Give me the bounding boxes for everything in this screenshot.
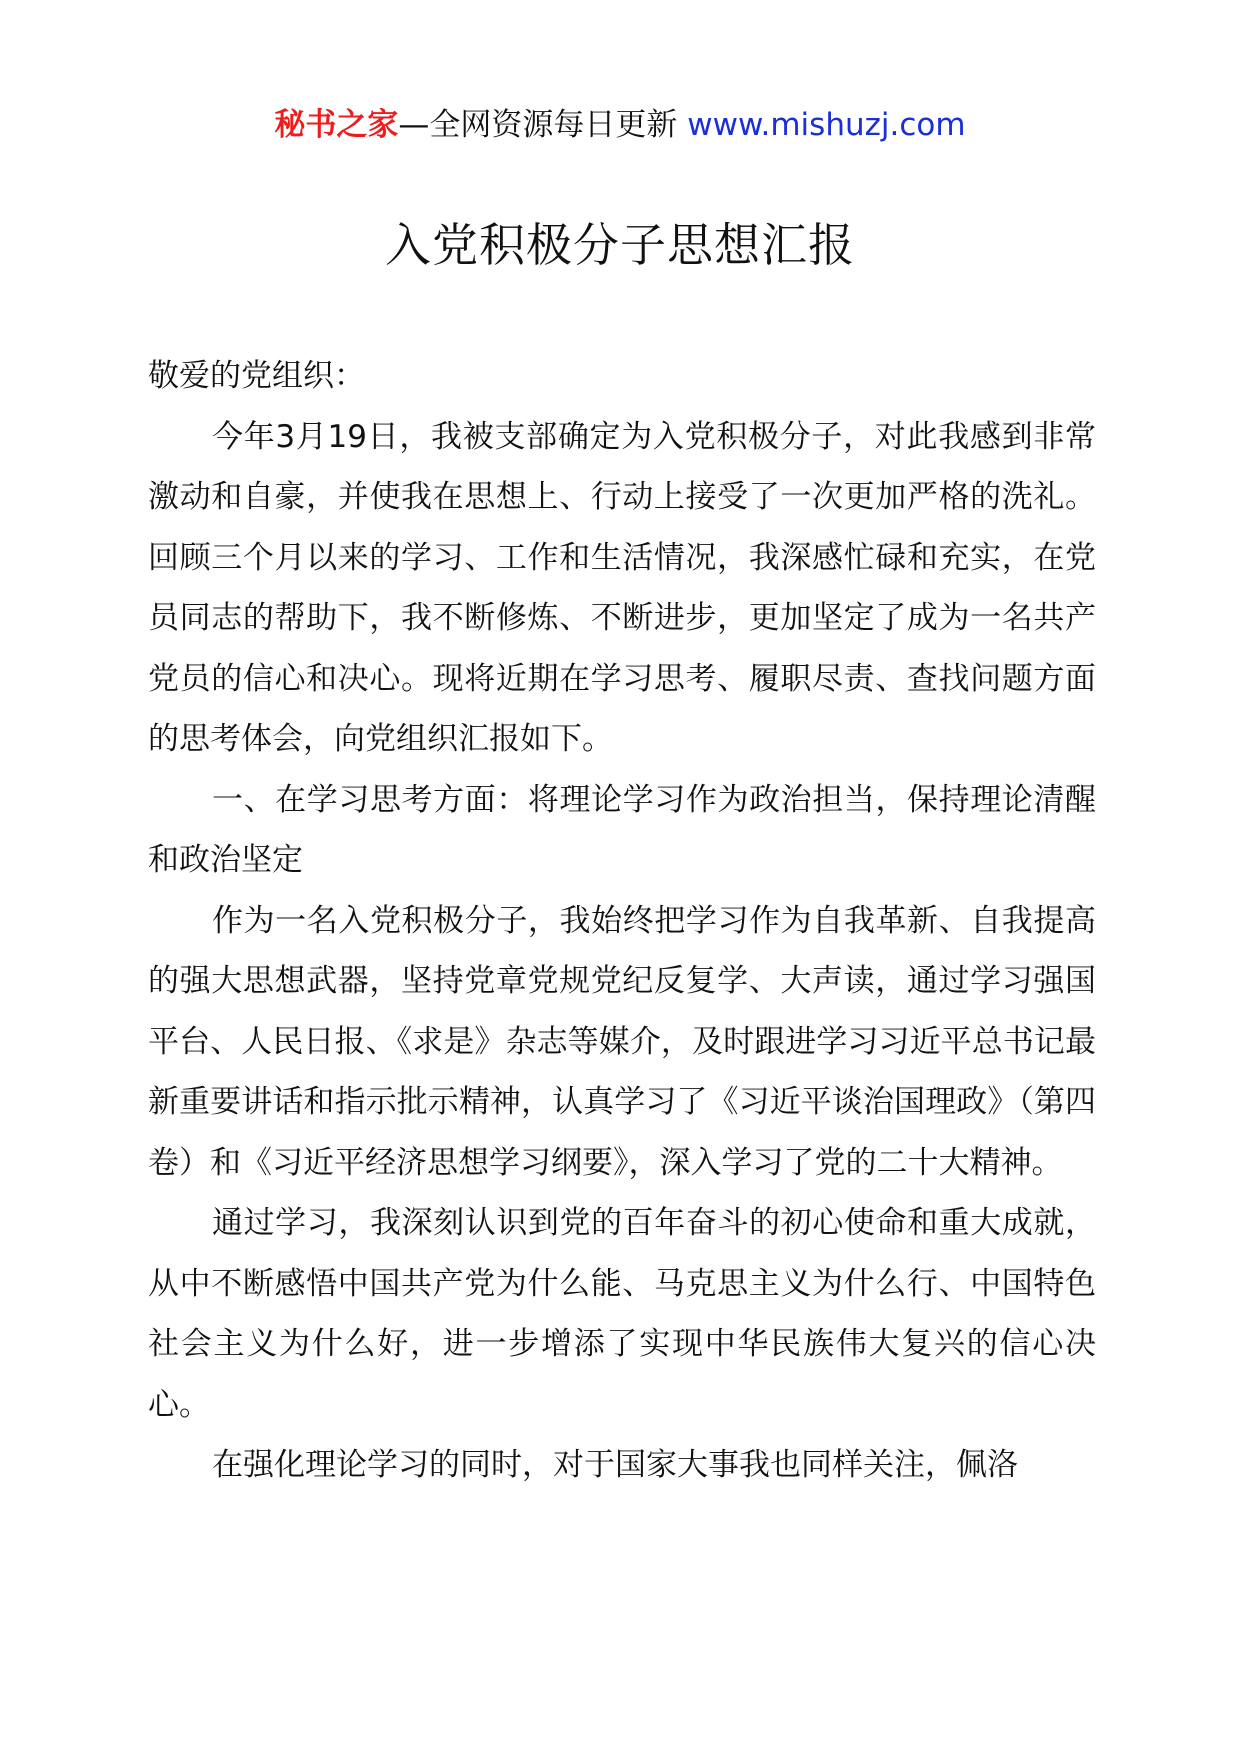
paragraph-understanding: 通过学习，我深刻认识到党的百年奋斗的初心使命和重大成就，从中不断感悟中国共产党为什么能、马克思主义为什么行、中国特色社会主义为什么好，进一步增添了实现中华民族伟大复兴的信心决心。 bbox=[148, 1205, 1096, 1423]
document-body bbox=[148, 346, 1096, 1496]
salutation: 敬爱的党组织： bbox=[148, 358, 365, 394]
paragraph-intro: 今年3月19日，我被支部确定为入党积极分子，对此我感到非常激动和自豪，并使我在思想上、行动上接受了一次更加严格的洗礼。回顾三个月以来的学习、工作和生活情况，我深感忙碌和充实，在党员同志的帮助下，我不断修炼、不断进步，更加坚定了成为一名共产党员的信心和决心。现将近期在学习思考、履职尽责、查找问题方面的思考体会，向党组织汇报如下。 bbox=[148, 418, 1096, 757]
site-header bbox=[0, 100, 1240, 150]
site-slogan: —全网资源每日更新 bbox=[398, 107, 688, 143]
site-url[interactable]: www.mishuzj.com bbox=[687, 107, 966, 143]
document-title: 入党积极分子思想汇报 bbox=[385, 218, 855, 272]
paragraph-study: 作为一名入党积极分子，我始终把学习作为自我革新、自我提高的强大思想武器，坚持党章党规党纪反复学、大声读，通过学习强国平台、人民日报、《求是》杂志等媒介，及时跟进学习习近平总书记最新重要讲话和指示批示精神，认真学习了《习近平谈治国理政》（第四卷）和《习近平经济思想学习纲要》，深入学习了党的二十大精神。 bbox=[148, 902, 1096, 1181]
site-brand: 秘书之家 bbox=[274, 107, 399, 143]
paragraph-current-affairs: 在强化理论学习的同时，对于国家大事我也同样关注，佩洛 bbox=[212, 1447, 1018, 1483]
section-heading-1: 一、在学习思考方面：将理论学习作为政治担当，保持理论清醒和政治坚定 bbox=[148, 781, 1096, 878]
